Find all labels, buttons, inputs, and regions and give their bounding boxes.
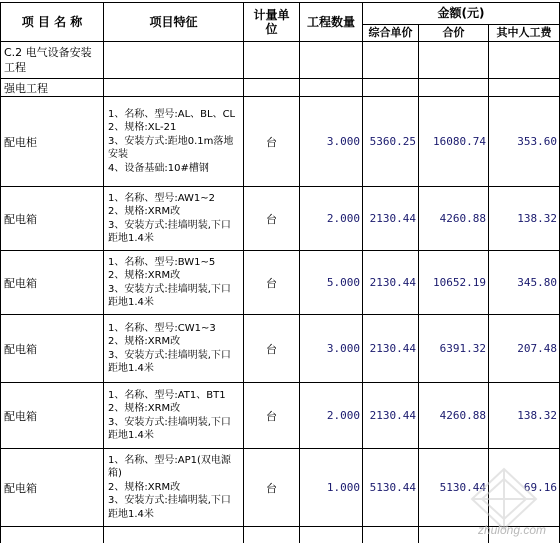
feature-line: 1、名称、型号:AP1(双电源箱) <box>108 454 231 480</box>
item-name: 配电箱 <box>1 187 104 251</box>
item-qty: 3.000 <box>300 97 363 187</box>
feature-line: 2、规格:XRM改 <box>108 270 181 282</box>
item-name: 配电箱 <box>1 383 104 449</box>
feature-line: 2、规格:XRM改 <box>108 206 181 218</box>
header-total: 合价 <box>419 24 489 41</box>
item-total: 5130.44 <box>419 449 489 527</box>
item-labor: 138.32 <box>489 187 560 251</box>
bill-of-quantities-table <box>0 2 560 543</box>
item-name: 配电箱 <box>1 449 104 527</box>
item-total: 6391.32 <box>419 315 489 383</box>
item-unit-price: 5130.44 <box>363 449 419 527</box>
table-row <box>1 97 560 187</box>
feature-line: 3、安装方式:挂墙明装,下口距地1.4米 <box>108 495 231 520</box>
feature-line: 2、规格:XL-21 <box>108 122 177 134</box>
feature-line: 3、安装方式:挂墙明装,下口距地1.4米 <box>108 349 231 374</box>
item-labor: 353.60 <box>489 97 560 187</box>
item-unit-price: 2130.44 <box>363 187 419 251</box>
feature-line: 1、名称、型号:AW1~2 <box>108 192 216 204</box>
item-unit-price: 2130.44 <box>363 383 419 449</box>
item-features <box>104 187 244 251</box>
feature-line: 4、设备基础:10#槽钢 <box>108 162 209 174</box>
item-total: 10652.19 <box>419 251 489 315</box>
feature-line: 3、安装方式:挂墙明装,下口距地1.4米 <box>108 219 231 244</box>
header-unit-price: 综合单价 <box>363 24 419 41</box>
item-unit: 台 <box>244 251 300 315</box>
item-features <box>104 383 244 449</box>
section-title: C.2 电气设备安装工程 <box>1 42 104 79</box>
header-unit: 计量单位 <box>244 3 300 42</box>
feature-line: 3、安装方式:挂墙明装,下口距地1.4米 <box>108 283 231 308</box>
item-unit: 台 <box>244 449 300 527</box>
item-labor: 138.32 <box>489 383 560 449</box>
item-labor: 207.48 <box>489 315 560 383</box>
item-total: 16080.74 <box>419 97 489 187</box>
item-features <box>104 97 244 187</box>
item-unit-price: 5360.25 <box>363 97 419 187</box>
feature-line: 3、安装方式:距地0.1m落地安装 <box>108 135 234 161</box>
item-labor: 69.16 <box>489 449 560 527</box>
feature-line: 1、名称、型号:AT1、BT1 <box>108 389 226 401</box>
item-total: 4260.88 <box>419 187 489 251</box>
table-row <box>1 315 560 383</box>
item-features <box>104 251 244 315</box>
item-qty: 2.000 <box>300 187 363 251</box>
item-labor: 345.80 <box>489 251 560 315</box>
item-name: 配电柜 <box>1 97 104 187</box>
item-unit: 台 <box>244 97 300 187</box>
table-row <box>1 187 560 251</box>
feature-line: 2、规格:XRM改 <box>108 481 181 493</box>
feature-line: 1、名称、型号:CW1~3 <box>108 322 216 334</box>
item-features <box>104 315 244 383</box>
item-unit: 台 <box>244 383 300 449</box>
header-name: 项 目 名 称 <box>1 3 104 42</box>
section-title: 强电工程 <box>1 79 104 97</box>
table-row <box>1 383 560 449</box>
header-amount: 金额(元) <box>363 3 560 25</box>
item-unit: 台 <box>244 315 300 383</box>
item-qty: 5.000 <box>300 251 363 315</box>
item-qty: 2.000 <box>300 383 363 449</box>
section-row <box>1 42 560 79</box>
header-features: 项目特征 <box>104 3 244 42</box>
item-name: 配电箱 <box>1 251 104 315</box>
header-qty: 工程数量 <box>300 3 363 42</box>
feature-line: 3、安装方式:挂墙明装,下口距地1.4米 <box>108 416 231 441</box>
section-row <box>1 79 560 97</box>
item-unit-price: 2130.44 <box>363 315 419 383</box>
item-qty: 1.000 <box>300 449 363 527</box>
header-labor: 其中人工费 <box>489 24 560 41</box>
item-qty: 3.000 <box>300 315 363 383</box>
header-row <box>1 3 560 25</box>
table-row <box>1 251 560 315</box>
feature-line: 1、名称、型号:AL、BL、CL <box>108 108 236 120</box>
item-total: 4260.88 <box>419 383 489 449</box>
item-features <box>104 449 244 527</box>
watermark-text: zhulong.com <box>477 523 546 537</box>
item-name: 配电箱 <box>1 315 104 383</box>
feature-line: 2、规格:XRM改 <box>108 336 181 348</box>
item-unit-price: 2130.44 <box>363 251 419 315</box>
feature-line: 1、名称、型号:BW1~5 <box>108 256 216 268</box>
item-unit: 台 <box>244 187 300 251</box>
feature-line: 2、规格:XRM改 <box>108 403 181 415</box>
